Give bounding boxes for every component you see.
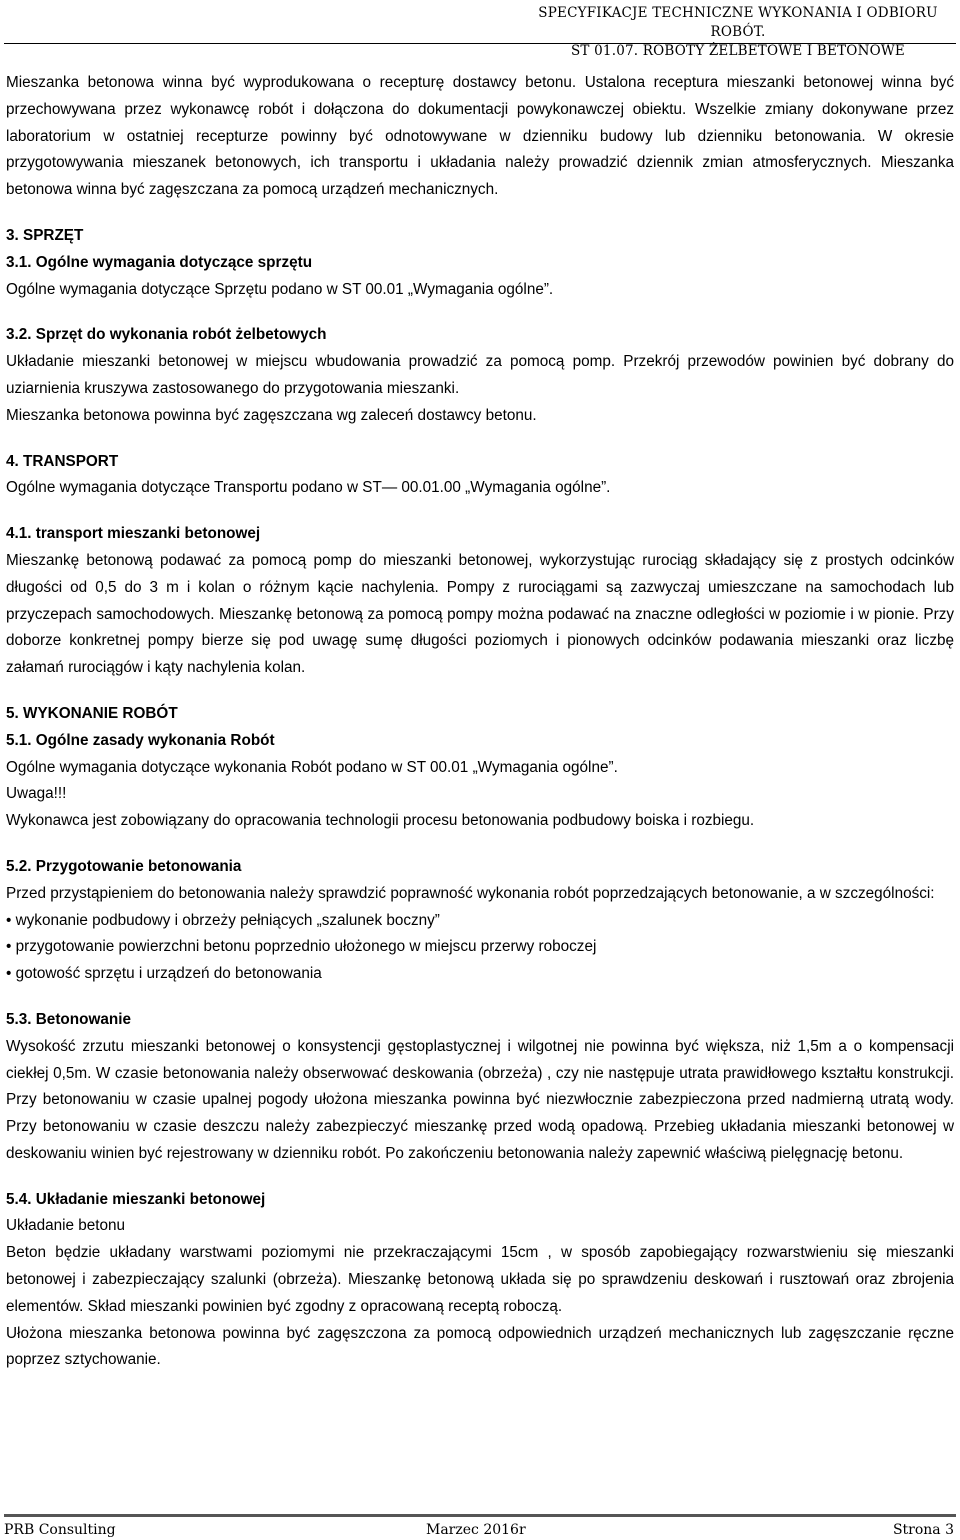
section-4-heading: 4. TRANSPORT: [6, 452, 119, 470]
section-5-3-text: Wysokość zrzutu mieszanki betonowej o konsystencji gęstoplastycznej i wilgotnej nie powinna być większa, niż 1,5m a o kompensacji ciekłej 0,5m. W czasie betonowania należy obserwować deskowania (obrzeża) , czy nie następuje utrata prawidłowego kształtu konstrukcji. Przy betonowaniu w czasie upalnej pogody ułożona mieszanka powinna być niezwłocznie zabezpieczona przed nadmierną utratą wody. Przy betonowaniu w czasie deszczu należy zabezpieczyć mieszankę przed wodą opadową. Przebieg układania mieszanki betonowej w deskowaniu winien być rejestrowany w dzienniku robót. Po zakończeniu betonowania należy zapewnić właściwą pielęgnację betonu.: [6, 1037, 954, 1162]
intro-paragraph: Mieszanka betonowa winna być wyprodukowana o recepturę dostawcy betonu. Ustalona receptura mieszanki betonowej winna być przechowywana przez wykonawcę robót i dołączona do dokumentacji powykonawczej obiektu. Wszelkie zmiany dokonywane przez laboratorium w ostatniej recepturze powinny być odnotowywane w dzienniku budowy lub dzienniku betonowania. W okresie przygotowywania mieszanek betonowych, ich transportu i układania należy prowadzić dziennik zmian atmosferycznych. Mieszanka betonowa winna być zagęszczana za pomocą urządzeń mechanicznych.: [6, 74, 954, 199]
section-5-4-subheading: Układanie betonu: [6, 1217, 126, 1235]
section-5-4-paragraph-1: Beton będzie układany warstwami poziomymi nie przekraczającymi 15cm , w sposób zapobiegający rozwarstwieniu się mieszanki betonowej i zabezpieczający szalunki (obrzeża). Mieszankę betonową układa się po sprawdzeniu deskowań i rusztowań oraz zbrojenia elementów. Skład mieszanki powinien być zgodny z opracowaną receptą roboczą.: [6, 1244, 954, 1315]
document-body: [6, 70, 954, 1374]
section-5-2-heading: 5.2. Przygotowanie betonowania: [6, 857, 242, 875]
section-5-4-heading: 5.4. Układanie mieszanki betonowej: [6, 1190, 266, 1208]
section-4-1-text: Mieszankę betonową podawać za pomocą pomp do mieszanki betonowej, wykorzystując rurociąg składający się z prostych odcinków długości od 0,5 do 3 m i kolan o różnym kącie nachylenia. Pompy z rurociągami są zazwyczaj umieszczane na samochodach lub przyczepach samochodowych. Mieszankę betonową za pomocą pompy można podawać na znaczne odległości w poziomie i w pionie. Przy doborze konkretnej pompy bierze się pod uwagę sumę długości poziomych i pionowych odcinków podawania mieszanki oraz liczbę załamań rurociągów i kąty nachylenia kolan.: [6, 551, 954, 677]
section-3-1-heading: 3.1. Ogólne wymagania dotyczące sprzętu: [6, 253, 313, 271]
section-3-1-text: Ogólne wymagania dotyczące Sprzętu podano w ST 00.01 „Wymagania ogólne”.: [6, 280, 554, 298]
section-3-2-paragraph-2: Mieszanka betonowa powinna być zagęszczana wg zaleceń dostawcy betonu.: [6, 406, 537, 424]
bullet-item: • wykonanie podbudowy i obrzeży pełniących „szalunek boczny”: [6, 911, 440, 929]
header-title-line1: SPECYFIKACJE TECHNICZNE WYKONANIA I ODBIORU ROBÓT.: [538, 5, 938, 40]
section-3-heading: 3. SPRZĘT: [6, 226, 84, 244]
section-4-text: Ogólne wymagania dotyczące Transportu podano w ST— 00.01.00 „Wymagania ogólne”.: [6, 479, 611, 497]
section-5-1-note: Uwaga!!!: [6, 785, 67, 803]
section-3-2-paragraph-1: Układanie mieszanki betonowej w miejscu wbudowania prowadzić za pomocą pomp. Przekrój przewodów powinien być dobrany do uziarnienia kruszywa zastosowanego do przygotowania mieszanki.: [6, 353, 954, 397]
section-3-2-heading: 3.2. Sprzęt do wykonania robót żelbetowych: [6, 326, 327, 344]
header-divider: [4, 43, 956, 44]
footer-company: PRB Consulting: [4, 1522, 116, 1538]
section-5-1-note-text: Wykonawca jest zobowiązany do opracowania technologii procesu betonowania podbudowy boiska i rozbiegu.: [6, 812, 755, 830]
section-5-4-paragraph-2: Ułożona mieszanka betonowa powinna być zagęszczona za pomocą odpowiednich urządzeń mechanicznych lub zagęszczanie ręczne poprzez sztychowanie.: [6, 1324, 954, 1369]
footer-divider: [4, 1514, 956, 1517]
footer-page-number: Strona 3: [892, 1522, 954, 1538]
section-5-1-text: Ogólne wymagania dotyczące wykonania Robót podano w ST 00.01 „Wymagania ogólne”.: [6, 758, 618, 776]
bullet-item: • przygotowanie powierzchni betonu poprzednio ułożonego w miejscu przerwy roboczej: [6, 938, 597, 956]
section-5-2-text: Przed przystąpieniem do betonowania należy sprawdzić poprawność wykonania robót poprzedzających betonowanie, a w szczególności:: [6, 884, 935, 902]
page-footer: [4, 1520, 954, 1540]
page-header: [538, 4, 938, 61]
bullet-item: • gotowość sprzętu i urządzeń do betonowania: [6, 965, 322, 983]
section-5-heading: 5. WYKONANIE ROBÓT: [6, 704, 178, 722]
section-5-1-heading: 5.1. Ogólne zasady wykonania Robót: [6, 731, 275, 749]
section-4-1-heading: 4.1. transport mieszanki betonowej: [6, 525, 261, 543]
header-title-line2: ST 01.07. ROBOTY ŻELBETOWE I BETONOWE: [570, 43, 905, 59]
footer-date: Marzec 2016r: [426, 1522, 526, 1538]
section-5-3-heading: 5.3. Betonowanie: [6, 1010, 131, 1028]
